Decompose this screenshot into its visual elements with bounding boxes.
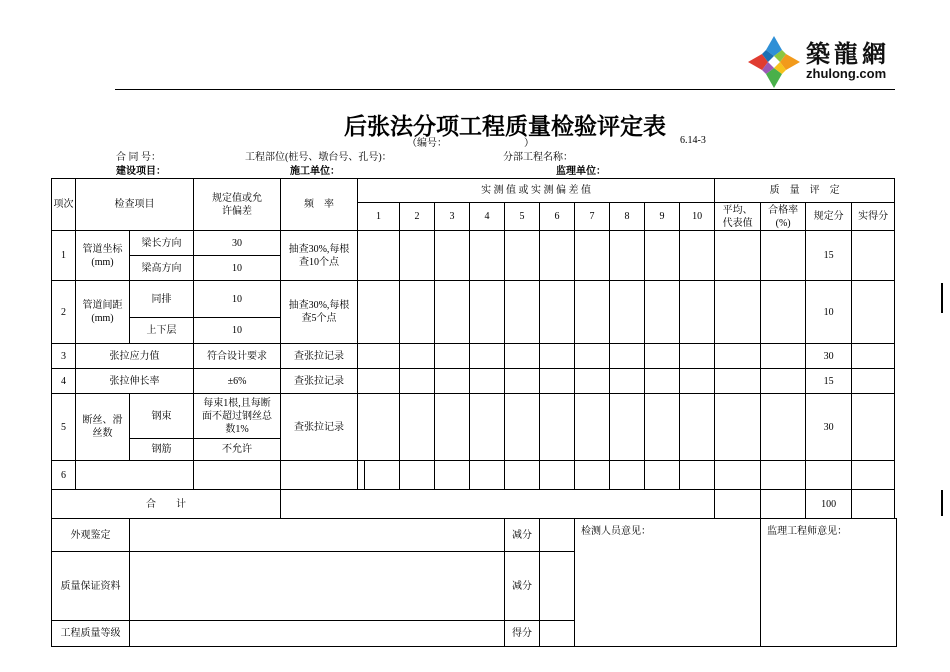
inspector-opinion: 检测人员意见：	[575, 519, 761, 647]
row4-frequency: 查张拉记录	[281, 369, 358, 394]
row2-item: 管道间距(mm)	[76, 281, 130, 344]
row2-sub2: 上下层	[130, 318, 194, 344]
row5-no: 5	[52, 394, 76, 461]
row3-no: 3	[52, 344, 76, 369]
row1-no: 1	[52, 231, 76, 281]
total-score: 100	[806, 490, 852, 519]
row5-item: 断丝、滑丝数	[76, 394, 130, 461]
subproject-label: 分部工程名称：	[503, 152, 573, 163]
row5-sub1: 钢束	[130, 394, 194, 439]
header-measured: 实 测 值 或 实 测 偏 差 值	[358, 179, 715, 203]
total-label: 合 计	[52, 490, 281, 519]
row1-spec1: 30	[194, 231, 281, 256]
row2-sub1: 同排	[130, 281, 194, 318]
row1-spec2: 10	[194, 256, 281, 281]
docs-label: 质量保证资料	[52, 552, 130, 621]
header-spec: 规定值或允许偏差	[194, 179, 281, 231]
zhulong-logo-icon	[746, 34, 802, 90]
header-seq: 项次	[52, 179, 76, 231]
row4-item: 张拉伸长率	[76, 369, 194, 394]
col-3: 3	[435, 203, 470, 231]
row3-frequency: 查张拉记录	[281, 344, 358, 369]
got-score-label: 得分	[505, 621, 540, 647]
row3-score: 30	[806, 344, 852, 369]
row2-score: 10	[806, 281, 852, 344]
page-title: 后张法分项工程质量检验评定表	[344, 114, 666, 139]
row4-score: 15	[806, 369, 852, 394]
row2-spec1: 10	[194, 281, 281, 318]
supervisor-label: 监理单位：	[556, 166, 606, 177]
col-8: 8	[610, 203, 645, 231]
contract-label: 合 同 号：	[116, 152, 161, 163]
col-7: 7	[575, 203, 610, 231]
row1-sub1: 梁长方向	[130, 231, 194, 256]
header-rule	[115, 89, 895, 90]
header-item: 检查项目	[76, 179, 194, 231]
row2-spec2: 10	[194, 318, 281, 344]
header-actual: 实得分	[852, 203, 895, 231]
deduct2-label: 减分	[505, 552, 540, 621]
col-10: 10	[680, 203, 715, 231]
row1-item: 管道坐标(mm)	[76, 231, 130, 281]
col-6: 6	[540, 203, 575, 231]
row6-no: 6	[52, 461, 76, 490]
row4-spec: ±6%	[194, 369, 281, 394]
code-close: ）	[524, 138, 534, 149]
row1-score: 15	[806, 231, 852, 281]
row2-frequency: 抽查30%,每根查5个点	[281, 281, 358, 344]
header-frequency: 频 率	[281, 179, 358, 231]
appearance-label: 外观鉴定	[52, 519, 130, 552]
col-5: 5	[505, 203, 540, 231]
row5-spec2: 不允许	[194, 439, 281, 461]
row2-no: 2	[52, 281, 76, 344]
header-quality: 质 量 评 定	[715, 179, 895, 203]
construction-project-label: 建设项目：	[116, 166, 166, 177]
header-average: 平均、代表值	[715, 203, 761, 231]
row5-frequency: 查张拉记录	[281, 394, 358, 461]
grade-label: 工程质量等级	[52, 621, 130, 647]
row4-no: 4	[52, 369, 76, 394]
logo-chinese-text: 築龍網	[806, 40, 890, 68]
builder-label: 施工单位：	[290, 166, 340, 177]
engineer-opinion: 监理工程师意见：	[761, 519, 897, 647]
header-score: 规定分	[806, 203, 852, 231]
row3-spec: 符合设计要求	[194, 344, 281, 369]
page-edge-mark	[941, 283, 943, 313]
col-4: 4	[470, 203, 505, 231]
row5-spec1: 每束1根,且每断面不超过钢丝总数1%	[194, 394, 281, 439]
row1-sub2: 梁高方向	[130, 256, 194, 281]
page-edge-mark	[941, 490, 943, 516]
row5-sub2: 钢筋	[130, 439, 194, 461]
location-label: 工程部位(桩号、墩台号、孔号)：	[245, 152, 392, 163]
row1-frequency: 抽查30%,每根查10个点	[281, 231, 358, 281]
col-9: 9	[645, 203, 680, 231]
col-1: 1	[358, 203, 400, 231]
header-pass-rate: 合格率(%)	[761, 203, 806, 231]
col-2: 2	[400, 203, 435, 231]
inspection-table	[51, 178, 897, 647]
code-label: （编号：	[407, 138, 447, 149]
form-number: 6.14-3	[680, 135, 706, 146]
row5-score: 30	[806, 394, 852, 461]
row3-item: 张拉应力值	[76, 344, 194, 369]
deduct1-label: 减分	[505, 519, 540, 552]
logo-domain-text: zhulong.com	[806, 66, 887, 81]
